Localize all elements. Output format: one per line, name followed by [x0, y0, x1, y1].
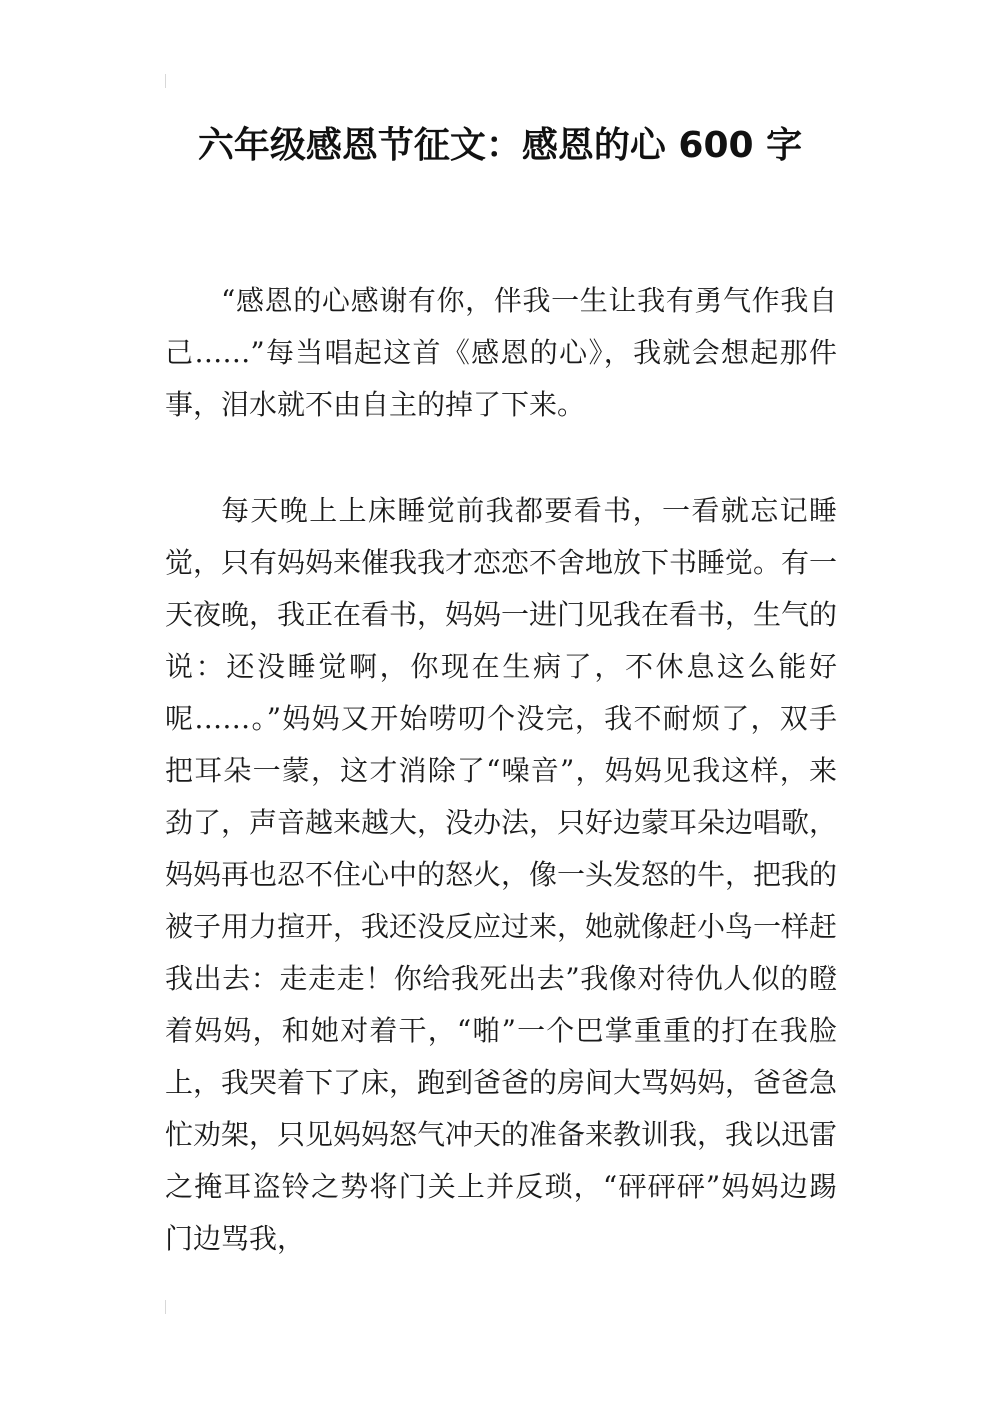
paragraph-intro: “感恩的心感谢有你，伴我一生让我有勇气作我自己……”每当唱起这首《感恩的心》，我就会想起那件事，泪水就不由自主的掉了下来。	[165, 284, 837, 421]
page-corner-mark-bottom	[165, 1300, 166, 1314]
document-title: 六年级感恩节征文：感恩的心 600 字	[197, 125, 803, 166]
page-corner-mark-top	[165, 74, 166, 88]
paragraph-story: 每天晚上上床睡觉前我都要看书，一看就忘记睡觉，只有妈妈来催我我才恋恋不舍地放下书睡觉。有一天夜晚，我正在看书，妈妈一进门见我在看书，生气的说：还没睡觉啊，你现在生病了，不休息这么能好呢……。”妈妈又开始唠叨个没完，我不耐烦了，双手把耳朵一蒙，这才消除了“噪音”，妈妈见我这样，来劲了，声音越来越大，没办法，只好边蒙耳朵边唱歌，妈妈再也忍不住心中的怒火，像一头发怒的牛，把我的被子用力揎开，我还没反应过来，她就像赶小鸟一样赶我出去：走走走！你给我死出去”我像对待仇人似的瞪着妈妈，和她对着干，“啪”一个巴掌重重的打在我脸上，我哭着下了床，跑到爸爸的房间大骂妈妈，爸爸急忙劝架，只见妈妈怒气冲天的准备来教训我，我以迅雷之掩耳盗铃之势将门关上并反琐，“砰砰砰”妈妈边踢门边骂我，	[165, 494, 838, 1255]
